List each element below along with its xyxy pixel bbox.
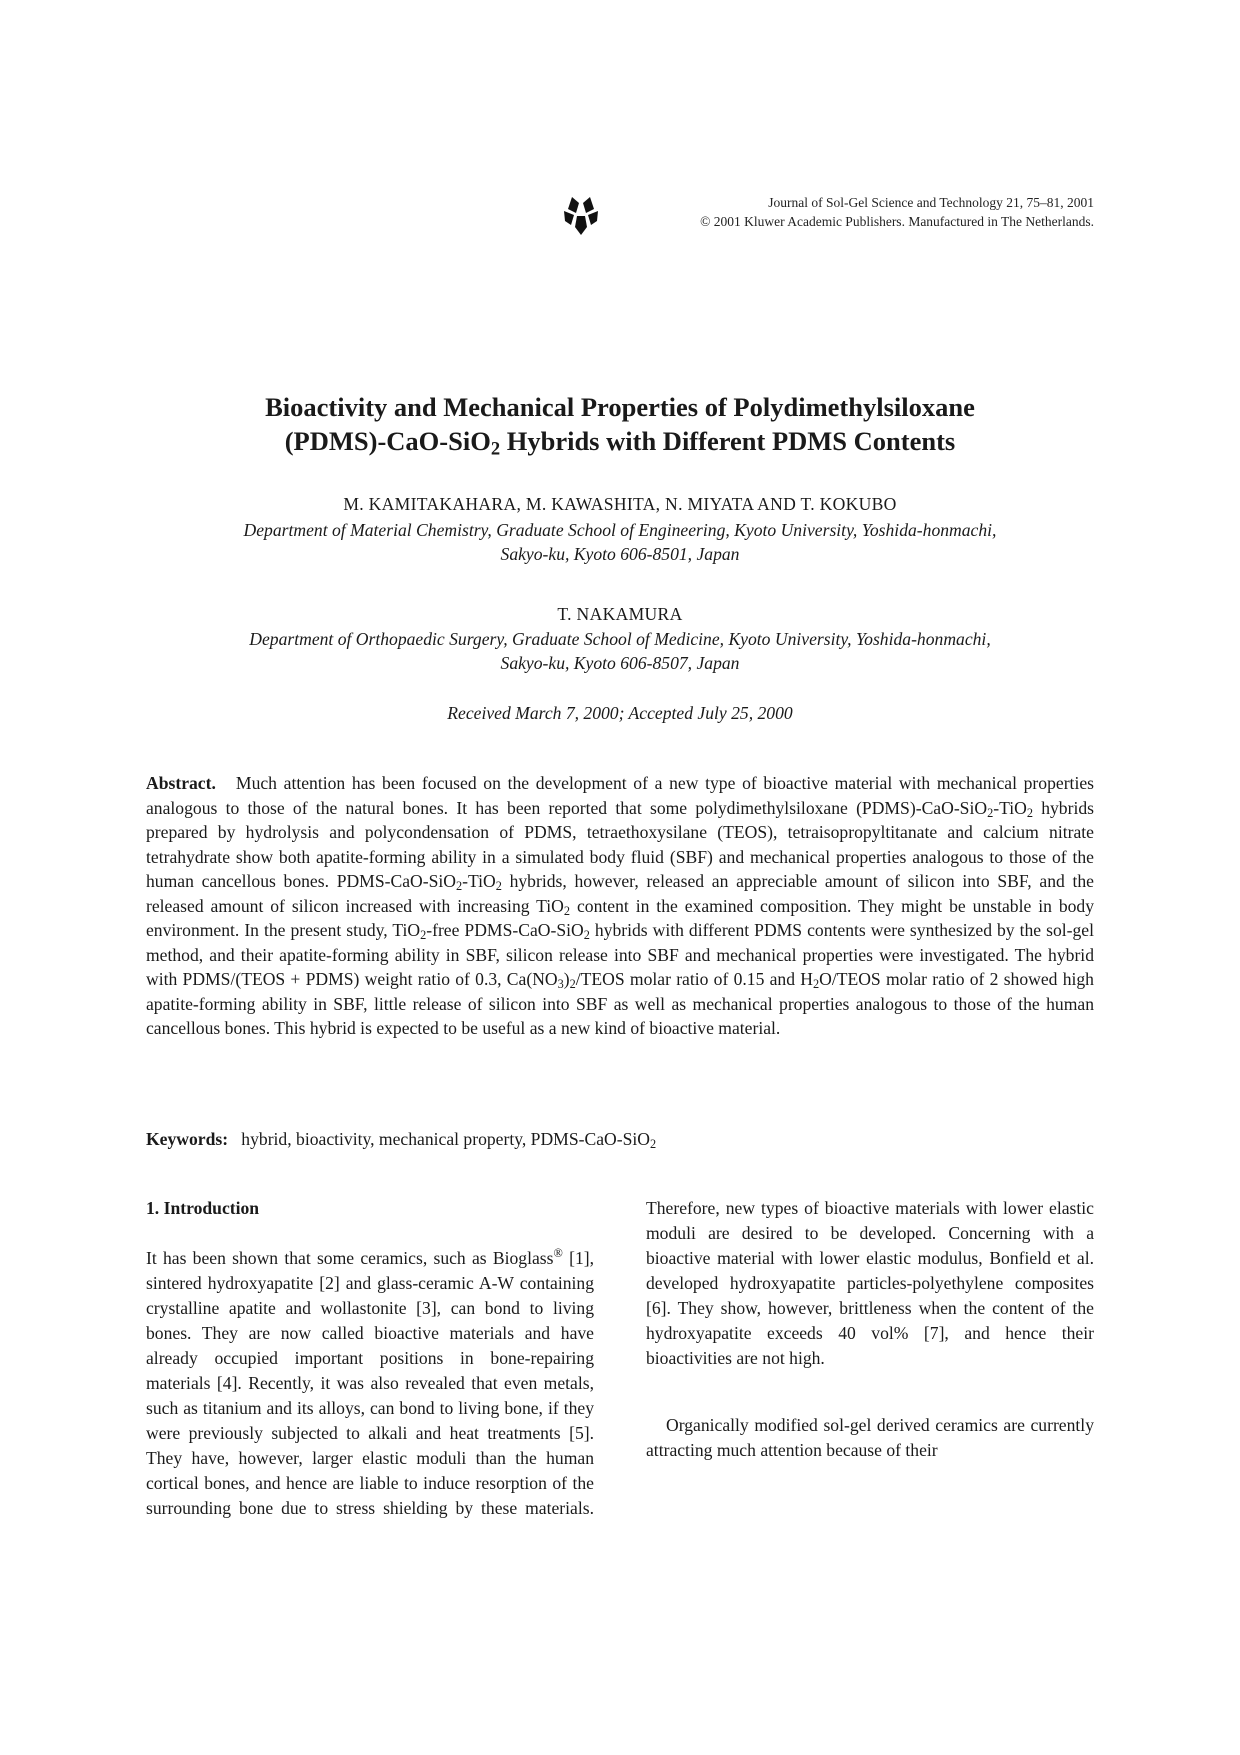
copyright-notice: © 2001 Kluwer Academic Publishers. Manufactured in The Netherlands.	[700, 214, 1094, 229]
abstract: Abstract. Much attention has been focused on the development of a new type of bioactive material with mechanical properties analogous to those of the natural bones. It has been reported that some polydimethylsiloxane (PDMS)-CaO-SiO$_2$-TiO$_2$ hybrids prepared by hydrolysis and polycondensation of PDMS, tetraethoxysilane (TEOS), tetraisopropyltitanate and calcium nitrate tetrahydrate show both apatite-forming ability in a simulated body fluid (SBF) and mechanical properties analogous to those of the human cancellous bones. PDMS-CaO-SiO$_2$-TiO$_2$ hybrids, however, released an appreciable amount of silicon into SBF, and the released amount of silicon increased with increasing TiO$_2$ content in the examined composition. They might be unstable in body environment. In the present study, TiO$_2$-free PDMS-CaO-SiO$_2$ hybrids with different PDMS contents were synthesized by the sol-gel method, and their apatite-forming ability in SBF, silicon release into SBF and mechanical properties were investigated. The hybrid with PDMS/(TEOS + PDMS) weight ratio of 0.3, $Ca(NO_3)_2$/TEOS molar ratio of 0.15 and $H_2O$/TEOS molar ratio of 2 showed high apatite-forming ability in SBF, little release of silicon into SBF as well as mechanical properties analogous to those of the human cancellous bones. This hybrid is expected to be useful as a new kind of bioactive material.	[146, 773, 1095, 1038]
received-date: Received March 7, 2000; Accepted July 25, 2000	[447, 703, 793, 723]
kluwer-logo-icon	[562, 195, 600, 237]
keywords: Keywords: hybrid, bioactivity, mechanical property, PDMS-CaO-SiO$_2$	[146, 1129, 657, 1152]
author-list-1: M. KAMITAKAHARA, M. KAWASHITA, N. MIYATA AND T. KOKUBO	[343, 494, 897, 514]
title-line-2: (PDMS)-CaO-SiO$_2$ Hybrids with Different PDMS Contents	[284, 426, 956, 460]
section-heading-introduction: 1. Introduction	[146, 1198, 260, 1218]
intro-paragraph-2: Organically modified sol-gel derived ceramics are currently attracting much attention because of their	[646, 1415, 1094, 1460]
author-list-2: T. NAKAMURA	[557, 604, 683, 624]
affiliation-2: Department of Orthopaedic Surgery, Graduate School of Medicine, Kyoto University, Yoshida-honmachi, Sakyo-ku, Kyoto 606-8507, Japan	[249, 629, 991, 673]
intro-column-right	[646, 1196, 1094, 1463]
paper-title	[120, 390, 1120, 458]
journal-citation: Journal of Sol-Gel Science and Technology 21, 75–81, 2001	[768, 195, 1094, 210]
title-line-1: Bioactivity and Mechanical Properties of Polydimethylsiloxane	[265, 392, 975, 422]
keywords-label: Keywords:	[146, 1129, 229, 1149]
intro-paragraph-1-continued: Therefore, new types of bioactive materials with lower elastic moduli are desired to be developed. Concerning with a bioactive material with lower elastic modulus, Bonfield et al. developed hydroxyapatite particles-polyethylene composites [6]. They show, however, brittleness when the content of the hydroxyapatite exceeds 40 vol% [7], and hence their bioactivities are not high.	[646, 1198, 1094, 1368]
intro-column-left	[146, 1196, 594, 1518]
journal-header	[562, 193, 1094, 238]
affiliation-1: Department of Material Chemistry, Graduate School of Engineering, Kyoto University, Yoshida-honmachi, Sakyo-ku, Kyoto 606-8501, Japan	[243, 520, 997, 564]
abstract-label: Abstract.	[146, 773, 216, 793]
intro-paragraph-1: It has been shown that some ceramics, such as Bioglass® [1], sintered hydroxyapatite [2] and glass-ceramic A-W containing crystalline apatite and wollastonite [3], can bond to living bones. They are now called bioactive materials and have already occupied important positions in bone-repairing materials [4]. Recently, it was also revealed that even metals, such as titanium and its alloys, can bond to living bone, if they were previously subjected to alkali and heat treatments [5]. They have, however, larger elastic moduli than the human cortical bones, and hence are liable to induce resorption of the surrounding bone due to stress shielding by these materials.	[146, 1246, 594, 1518]
